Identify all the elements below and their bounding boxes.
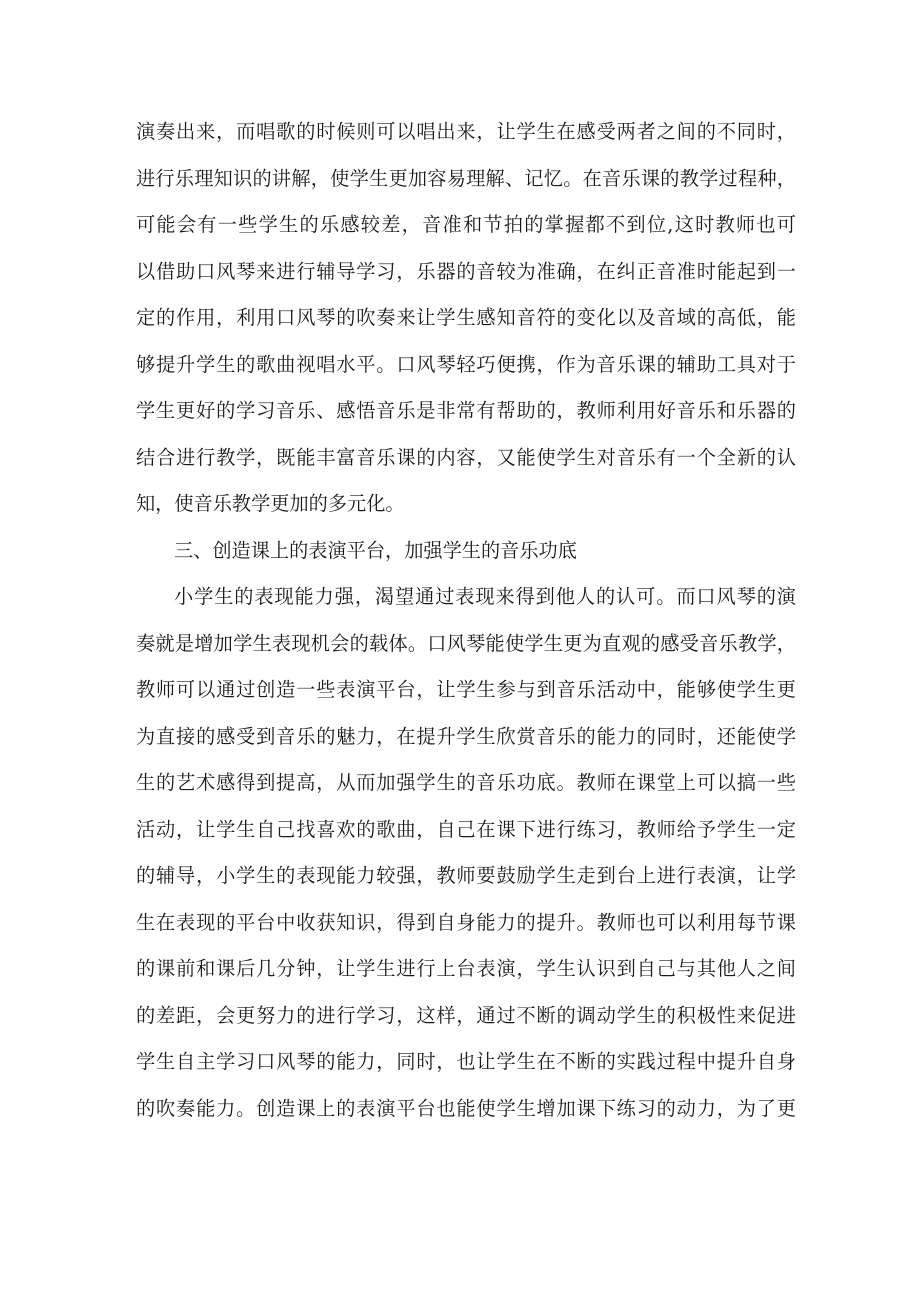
body-text [136, 109, 796, 1132]
text-line: 的辅导，小学生的表现能力较强，教师要鼓励学生走到台上进行表演，让学 [136, 864, 796, 887]
text-line: 结合进行教学，既能丰富音乐课的内容，又能使学生对音乐有一个全新的认 [136, 445, 796, 469]
text-line: 的差距，会更努力的进行学习，这样，通过不断的调动学生的积极性来促进 [136, 1003, 796, 1027]
text-line: 够提升学生的歌曲视唱水平。口风琴轻巧便携，作为音乐课的辅助工具对于 [136, 352, 796, 376]
text-line: 进行乐理知识的讲解，使学生更加容易理解、记忆。在音乐课的教学过程种， [136, 166, 796, 190]
text-line: 学生更好的学习音乐、感悟音乐是非常有帮助的，教师利用好音乐和乐器的 [136, 399, 796, 422]
text-line: 定的作用，利用口风琴的吹奏来让学生感知音符的变化以及音域的高低，能 [136, 306, 796, 329]
text-line: 活动，让学生自己找喜欢的歌曲，自己在课下进行练习，教师给予学生一定 [136, 817, 796, 841]
text-line: 生在表现的平台中收获知识，得到自身能力的提升。教师也可以利用每节课 [136, 910, 796, 934]
text-line: 教师可以通过创造一些表演平台，让学生参与到音乐活动中，能够使学生更 [136, 678, 796, 701]
text-line: 以借助口风琴来进行辅导学习，乐器的音较为准确，在纠正音准时能起到一 [136, 259, 796, 283]
text-line: 为直接的感受到音乐的魅力，在提升学生欣赏音乐的能力的同时，还能使学 [136, 724, 796, 748]
text-line: 的课前和课后几分钟，让学生进行上台表演，学生认识到自己与其他人之间 [136, 957, 796, 980]
text-line: 演奏出来，而唱歌的时候则可以唱出来，让学生在感受两者之间的不同时， [136, 120, 796, 143]
text-line: 小学生的表现能力强，渴望通过表现来得到他人的认可。而口风琴的演 [174, 585, 796, 608]
text-line: 奏就是增加学生表现机会的载体。口风琴能使学生更为直观的感受音乐教学， [136, 631, 796, 655]
text-line: 的吹奏能力。创造课上的表演平台也能使学生增加课下练习的动力，为了更 [136, 1096, 796, 1120]
text-line: 生的艺术感得到提高，从而加强学生的音乐功底。教师在课堂上可以搞一些 [136, 771, 796, 794]
text-line: 知，使音乐教学更加的多元化。 [136, 492, 405, 515]
text-line: 可能会有一些学生的乐感较差，音准和节拍的掌握都不到位,这时教师也可 [136, 213, 796, 236]
section-heading: 三、创造课上的表演平台，加强学生的音乐功底 [174, 538, 577, 562]
text-line: 学生自主学习口风琴的能力，同时，也让学生在不断的实践过程中提升自身 [136, 1050, 796, 1073]
